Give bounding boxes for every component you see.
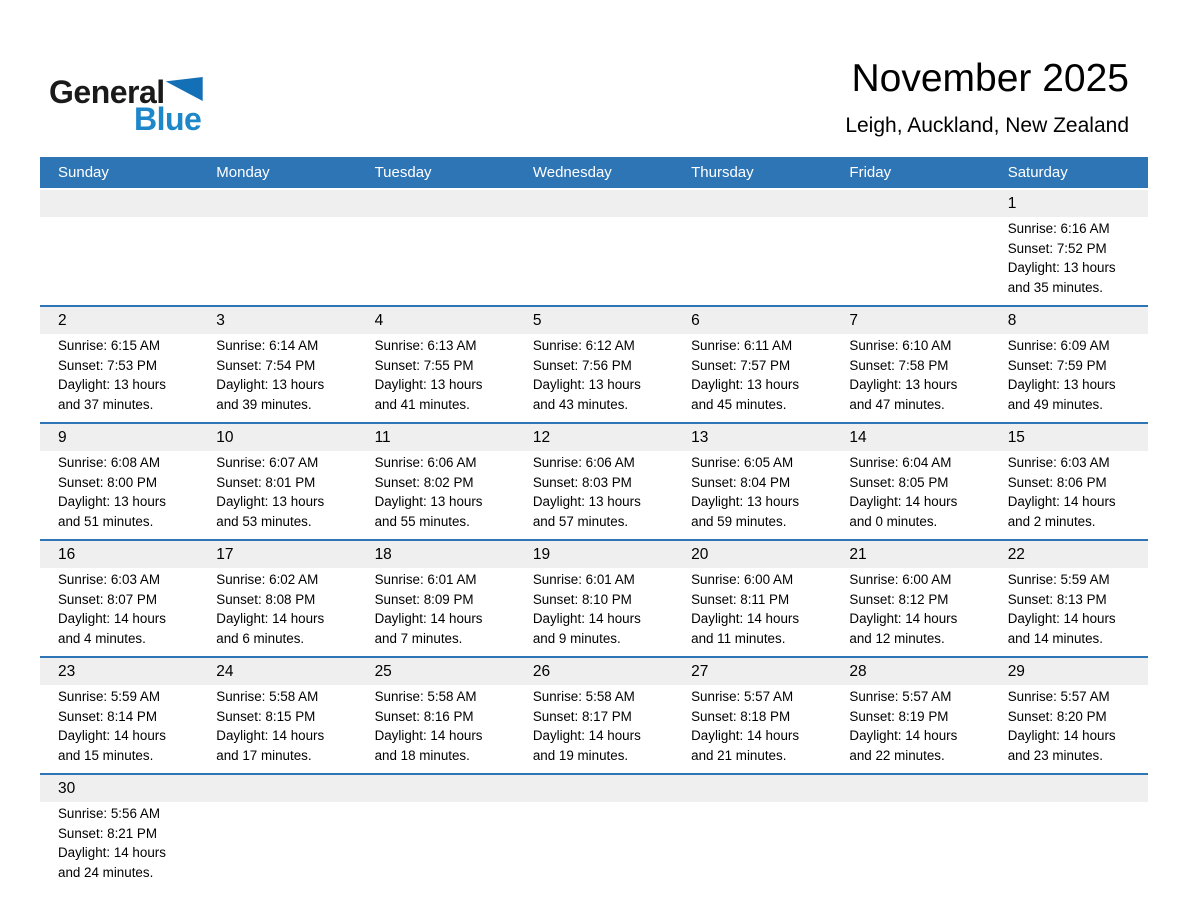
sunset-text: Sunset: 8:11 PM [691, 591, 790, 607]
weekday-header-row [40, 157, 1148, 188]
day-cell [198, 451, 356, 539]
sunset-text: Sunset: 7:54 PM [216, 357, 316, 373]
logo-text-blue: Blue [134, 101, 202, 137]
sunset-text: Sunset: 8:08 PM [216, 591, 316, 607]
day-cell [515, 451, 673, 539]
daylight-text: Daylight: 13 hours and 35 minutes. [1007, 260, 1116, 295]
sunrise-text: Sunrise: 6:03 AM [58, 572, 160, 587]
sunrise-text: Sunrise: 6:00 AM [849, 572, 952, 587]
day-number: 14 [849, 429, 867, 446]
daylight-text: Daylight: 14 hours and 9 minutes. [532, 611, 641, 646]
day-number-empty [831, 775, 989, 802]
sunset-text: Sunset: 8:06 PM [1007, 474, 1107, 490]
sunset-text: Sunset: 8:15 PM [216, 708, 316, 724]
daylight-text: Daylight: 14 hours and 15 minutes. [58, 728, 166, 763]
day-number: 18 [374, 546, 392, 563]
day-number: 17 [216, 546, 234, 563]
day-cell [40, 802, 198, 890]
day-number: 25 [374, 663, 392, 680]
calendar-week-row [40, 307, 1148, 424]
daylight-text: Daylight: 14 hours and 23 minutes. [1007, 728, 1116, 763]
daylight-text: Daylight: 13 hours and 37 minutes. [58, 377, 166, 412]
sunrise-text: Sunrise: 6:05 AM [691, 455, 794, 470]
day-cell [515, 685, 673, 773]
sunrise-text: Sunrise: 5:58 AM [374, 689, 477, 704]
day-number-empty [198, 190, 356, 217]
calendar-week-row [40, 658, 1148, 775]
day-cell [831, 334, 989, 422]
day-cell [357, 334, 515, 422]
day-cell [357, 568, 515, 656]
week-row-body [40, 802, 1148, 890]
sunrise-text: Sunrise: 6:01 AM [532, 572, 635, 587]
day-number: 24 [216, 663, 234, 680]
sunrise-text: Sunrise: 6:11 AM [691, 338, 793, 353]
day-number-empty [673, 190, 831, 217]
weekday-header-monday: Monday [216, 164, 270, 181]
daylight-text: Daylight: 14 hours and 11 minutes. [691, 611, 800, 646]
daylight-text: Daylight: 13 hours and 43 minutes. [532, 377, 641, 412]
sunrise-text: Sunrise: 6:04 AM [849, 455, 952, 470]
sunset-text: Sunset: 8:05 PM [849, 474, 949, 490]
daylight-text: Daylight: 13 hours and 59 minutes. [691, 494, 800, 529]
daylight-text: Daylight: 13 hours and 55 minutes. [374, 494, 483, 529]
day-number: 28 [849, 663, 867, 680]
day-number: 10 [216, 429, 234, 446]
day-cell-empty [198, 802, 356, 890]
day-cell [40, 568, 198, 656]
daylight-text: Daylight: 14 hours and 21 minutes. [691, 728, 800, 763]
sunset-text: Sunset: 7:56 PM [532, 357, 632, 373]
day-number: 7 [849, 312, 859, 329]
daylight-text: Daylight: 14 hours and 2 minutes. [1007, 494, 1116, 529]
calendar-table [40, 157, 1148, 890]
day-number: 1 [1007, 195, 1017, 212]
day-number-empty [357, 775, 515, 802]
day-number-empty [515, 775, 673, 802]
sunset-text: Sunset: 8:14 PM [58, 708, 157, 724]
day-cell [515, 568, 673, 656]
daylight-text: Daylight: 14 hours and 6 minutes. [216, 611, 325, 646]
sunrise-text: Sunrise: 5:57 AM [691, 689, 794, 704]
logo-text-general: General [49, 74, 165, 110]
sunrise-text: Sunrise: 6:02 AM [216, 572, 319, 587]
daylight-text: Daylight: 13 hours and 51 minutes. [58, 494, 166, 529]
sunrise-text: Sunrise: 6:09 AM [1007, 338, 1110, 353]
day-number: 16 [58, 546, 76, 563]
sunrise-text: Sunrise: 5:58 AM [216, 689, 319, 704]
day-cell [198, 685, 356, 773]
sunset-text: Sunset: 7:59 PM [1007, 357, 1107, 373]
weekday-header-friday: Friday [849, 164, 892, 181]
daylight-text: Daylight: 14 hours and 4 minutes. [58, 611, 166, 646]
week-row-body [40, 334, 1148, 422]
sunset-text: Sunset: 7:57 PM [691, 357, 791, 373]
day-number-empty [40, 190, 198, 217]
sunrise-text: Sunrise: 6:15 AM [58, 338, 160, 353]
day-number: 5 [532, 312, 542, 329]
day-cell [673, 451, 831, 539]
day-cell [831, 685, 989, 773]
day-number: 20 [691, 546, 709, 563]
week-row-body [40, 217, 1148, 305]
sunset-text: Sunset: 8:00 PM [58, 474, 157, 490]
day-cell [673, 334, 831, 422]
sunset-text: Sunset: 7:55 PM [374, 357, 474, 373]
sunrise-text: Sunrise: 6:00 AM [691, 572, 794, 587]
day-cell [990, 451, 1148, 539]
week-row-body [40, 568, 1148, 656]
calendar-week-row [40, 775, 1148, 890]
day-number-empty [198, 775, 356, 802]
day-number-empty [515, 190, 673, 217]
day-cell-empty [198, 217, 356, 305]
daylight-text: Daylight: 13 hours and 49 minutes. [1007, 377, 1116, 412]
sunrise-text: Sunrise: 6:07 AM [216, 455, 319, 470]
sunrise-text: Sunrise: 6:08 AM [58, 455, 160, 470]
weekday-header-sunday: Sunday [58, 164, 109, 181]
day-number-empty [831, 190, 989, 217]
day-cell [357, 685, 515, 773]
sunset-text: Sunset: 8:09 PM [374, 591, 474, 607]
sunrise-text: Sunrise: 6:06 AM [532, 455, 635, 470]
sunset-text: Sunset: 7:53 PM [58, 357, 157, 373]
day-number-strip [40, 658, 1148, 685]
sunrise-text: Sunrise: 5:58 AM [532, 689, 635, 704]
daylight-text: Daylight: 14 hours and 22 minutes. [849, 728, 958, 763]
day-cell [515, 334, 673, 422]
sunset-text: Sunset: 8:16 PM [374, 708, 474, 724]
day-number-empty [673, 775, 831, 802]
daylight-text: Daylight: 14 hours and 7 minutes. [374, 611, 483, 646]
day-number-strip [40, 190, 1148, 217]
week-row-body [40, 451, 1148, 539]
day-number: 27 [691, 663, 709, 680]
sunset-text: Sunset: 8:21 PM [58, 825, 157, 841]
daylight-text: Daylight: 13 hours and 57 minutes. [532, 494, 641, 529]
day-cell [40, 451, 198, 539]
sunrise-text: Sunrise: 5:59 AM [58, 689, 160, 704]
page-subtitle: Leigh, Auckland, New Zealand [845, 113, 1129, 137]
day-number: 9 [58, 429, 67, 446]
day-number: 23 [58, 663, 76, 680]
page-title: November 2025 [851, 57, 1129, 100]
calendar-week-row [40, 424, 1148, 541]
day-number: 11 [374, 429, 391, 446]
daylight-text: Daylight: 14 hours and 12 minutes. [849, 611, 958, 646]
sunset-text: Sunset: 8:12 PM [849, 591, 949, 607]
weekday-header-wednesday: Wednesday [532, 164, 612, 181]
daylight-text: Daylight: 13 hours and 53 minutes. [216, 494, 325, 529]
sunset-text: Sunset: 8:19 PM [849, 708, 949, 724]
day-number: 22 [1007, 546, 1025, 563]
day-number-strip [40, 541, 1148, 568]
day-cell-empty [831, 217, 989, 305]
day-cell-empty [831, 802, 989, 890]
sunset-text: Sunset: 8:17 PM [532, 708, 632, 724]
day-number: 8 [1007, 312, 1017, 329]
day-number-empty [990, 775, 1148, 802]
daylight-text: Daylight: 14 hours and 19 minutes. [532, 728, 641, 763]
sunset-text: Sunset: 8:07 PM [58, 591, 157, 607]
day-number: 19 [532, 546, 551, 563]
day-cell-empty [357, 802, 515, 890]
day-cell-empty [673, 217, 831, 305]
day-cell-empty [515, 802, 673, 890]
daylight-text: Daylight: 14 hours and 0 minutes. [849, 494, 958, 529]
day-cell [673, 685, 831, 773]
title-block [845, 58, 1129, 138]
day-number: 26 [532, 663, 551, 680]
sunrise-text: Sunrise: 6:12 AM [532, 338, 635, 353]
sunrise-text: Sunrise: 6:03 AM [1007, 455, 1110, 470]
day-number: 30 [58, 780, 76, 797]
sunset-text: Sunset: 8:10 PM [532, 591, 632, 607]
day-number-strip [40, 307, 1148, 334]
day-cell-empty [515, 217, 673, 305]
daylight-text: Daylight: 13 hours and 45 minutes. [691, 377, 800, 412]
day-cell [40, 334, 198, 422]
day-cell [40, 685, 198, 773]
day-cell [673, 568, 831, 656]
day-number: 6 [691, 312, 700, 329]
day-cell [990, 568, 1148, 656]
sunset-text: Sunset: 8:13 PM [1007, 591, 1107, 607]
day-cell [990, 685, 1148, 773]
day-cell [990, 217, 1148, 305]
day-number: 29 [1007, 663, 1025, 680]
sunrise-text: Sunrise: 5:56 AM [58, 806, 160, 821]
day-cell-empty [673, 802, 831, 890]
daylight-text: Daylight: 13 hours and 39 minutes. [216, 377, 325, 412]
calendar-week-row [40, 541, 1148, 658]
sunrise-text: Sunrise: 5:57 AM [1007, 689, 1110, 704]
day-cell [831, 568, 989, 656]
general-blue-logo [49, 76, 203, 135]
sunset-text: Sunset: 8:03 PM [532, 474, 632, 490]
sunrise-text: Sunrise: 5:57 AM [849, 689, 952, 704]
logo-triangle-icon [166, 77, 203, 101]
day-number: 21 [849, 546, 867, 563]
weekday-header-saturday: Saturday [1007, 164, 1068, 181]
sunrise-text: Sunrise: 6:01 AM [374, 572, 477, 587]
calendar-weeks [40, 190, 1148, 890]
weekday-header-thursday: Thursday [691, 164, 754, 181]
daylight-text: Daylight: 13 hours and 41 minutes. [374, 377, 483, 412]
sunset-text: Sunset: 7:58 PM [849, 357, 949, 373]
sunset-text: Sunset: 8:04 PM [691, 474, 791, 490]
week-row-body [40, 685, 1148, 773]
day-number: 2 [58, 312, 67, 329]
sunrise-text: Sunrise: 6:14 AM [216, 338, 319, 353]
daylight-text: Daylight: 14 hours and 14 minutes. [1007, 611, 1116, 646]
sunrise-text: Sunrise: 6:13 AM [374, 338, 477, 353]
day-cell-empty [40, 217, 198, 305]
day-number-strip [40, 424, 1148, 451]
day-number: 4 [374, 312, 384, 329]
sunrise-text: Sunrise: 6:06 AM [374, 455, 477, 470]
sunrise-text: Sunrise: 6:16 AM [1007, 221, 1110, 236]
day-cell [198, 568, 356, 656]
calendar-week-row [40, 190, 1148, 307]
day-number: 15 [1007, 429, 1025, 446]
weekday-header-tuesday: Tuesday [374, 164, 432, 181]
sunset-text: Sunset: 7:52 PM [1007, 240, 1107, 256]
sunrise-text: Sunrise: 6:10 AM [849, 338, 952, 353]
sunset-text: Sunset: 8:18 PM [691, 708, 791, 724]
day-cell-empty [357, 217, 515, 305]
day-cell [990, 334, 1148, 422]
day-cell-empty [990, 802, 1148, 890]
daylight-text: Daylight: 14 hours and 17 minutes. [216, 728, 325, 763]
day-number: 3 [216, 312, 225, 329]
sunset-text: Sunset: 8:02 PM [374, 474, 474, 490]
day-number: 12 [532, 429, 551, 446]
sunset-text: Sunset: 8:01 PM [216, 474, 316, 490]
daylight-text: Daylight: 14 hours and 24 minutes. [58, 845, 166, 880]
day-number: 13 [691, 429, 709, 446]
daylight-text: Daylight: 13 hours and 47 minutes. [849, 377, 958, 412]
sunrise-text: Sunrise: 5:59 AM [1007, 572, 1110, 587]
sunset-text: Sunset: 8:20 PM [1007, 708, 1107, 724]
day-cell [831, 451, 989, 539]
day-number-strip [40, 775, 1148, 802]
daylight-text: Daylight: 14 hours and 18 minutes. [374, 728, 483, 763]
day-number-empty [357, 190, 515, 217]
day-cell [357, 451, 515, 539]
day-cell [198, 334, 356, 422]
